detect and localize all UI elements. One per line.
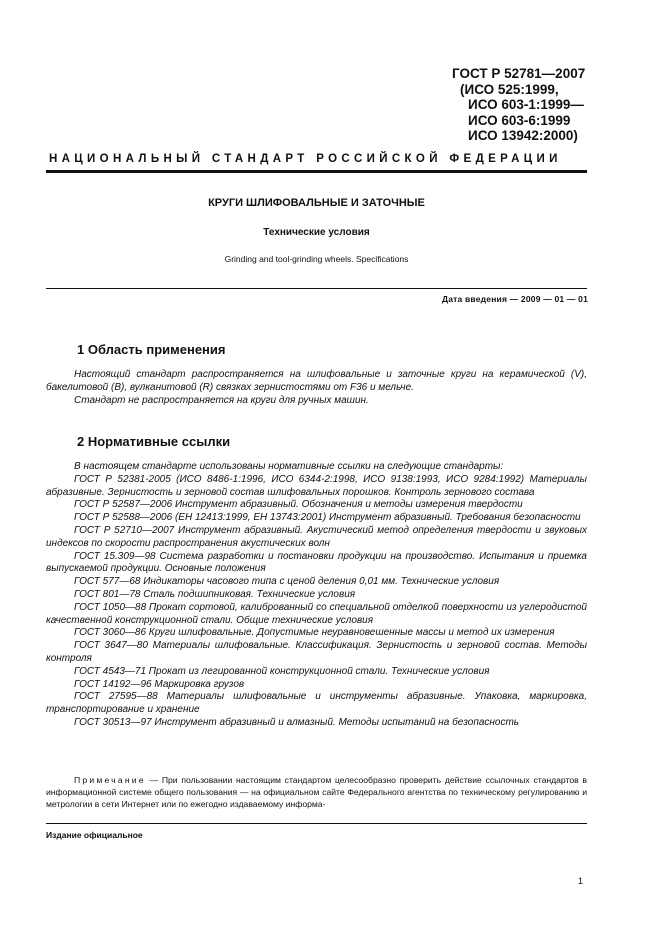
- national-standard-banner: НАЦИОНАЛЬНЫЙ СТАНДАРТ РОССИЙСКОЙ ФЕДЕРАЦИИ: [49, 153, 562, 165]
- gost-designation: [452, 66, 585, 144]
- paragraph: Стандарт не распространяется на круги для ручных машин.: [74, 394, 369, 406]
- reference-item: ГОСТ Р 52710—2007 Инструмент абразивный. Акустический метод определения твердости и звуковых индексов по скорости распространения акустических волн: [46, 524, 587, 549]
- footer-rule: [46, 823, 587, 824]
- official-edition-label: Издание официальное: [46, 830, 143, 840]
- reference-item: ГОСТ 3647—80 Материалы шлифовальные. Классификация. Зернистость и зерновой состав. Методы контроля: [46, 640, 587, 664]
- gost-line: ИСО 13942:2000): [468, 128, 578, 143]
- document-title: КРУГИ ШЛИФОВАЛЬНЫЕ И ЗАТОЧНЫЕ: [208, 197, 425, 209]
- section-2-heading: 2 Нормативные ссылки: [77, 434, 231, 449]
- reference-item: ГОСТ 577—68 Индикаторы часового типа с ценой деления 0,01 мм. Технические условия: [74, 576, 500, 588]
- note-label: Примечание: [74, 775, 146, 785]
- gost-line: ИСО 603-1:1999—: [468, 97, 584, 112]
- reference-item: ГОСТ 14192—96 Маркировка грузов: [74, 678, 245, 690]
- page-number: 1: [578, 876, 584, 886]
- section-2-body: [46, 461, 587, 730]
- reference-item: ГОСТ Р 52381-2005 (ИСО 8486-1:1996, ИСО 6344-2:1998, ИСО 9138:1993, ИСО 9284:1992) Материалы абразивные. Зернистость и зерновой состав шлифовальных порошков. Контроль зернового состава: [46, 473, 587, 498]
- reference-item: ГОСТ 1050—88 Прокат сортовой, калиброванный со специальной отделкой поверхности из углеродистой качественной конструкционной стали. Общие технические условия: [46, 601, 587, 626]
- note: [46, 774, 587, 810]
- document-subtitle: Технические условия: [263, 227, 370, 238]
- reference-item: ГОСТ 801—78 Сталь подшипниковая. Технические условия: [74, 588, 356, 600]
- reference-item: ГОСТ 27595—88 Материалы шлифовальные и инструменты абразивные. Упаковка, маркировка, транспортирование и хранение: [46, 691, 587, 716]
- section-1-body: [46, 369, 587, 407]
- introduction-date: Дата введения — 2009 — 01 — 01: [441, 294, 588, 304]
- note-text: — При пользовании настоящим стандартом целесообразно проверить действие ссылочных стандартов в информационной системе общего пользования — на официальном сайте Федерального агентства по техническому регулированию и метрологии в сети Интернет или по ежегодно издаваемому информа-: [46, 775, 587, 809]
- title-rule: [46, 288, 587, 289]
- paragraph: Настоящий стандарт распространяется на шлифовальные и заточные круги на керамической (V), бакелитовой (B), вулканитовой (R) связках зернистостями от F36 и мельче.: [46, 369, 587, 393]
- reference-item: ГОСТ 15.309—98 Система разработки и постановки продукции на производство. Испытания и приемка выпускаемой продукции. Основные положения: [46, 550, 587, 575]
- reference-item: ГОСТ 3060—86 Круги шлифовальные. Допустимые неуравновешенные массы и метод их измерения: [74, 627, 555, 639]
- gost-line: ГОСТ Р 52781—2007: [452, 66, 586, 81]
- english-title: Grinding and tool-grinding wheels. Specifications: [224, 254, 409, 264]
- reference-item: ГОСТ 4543—71 Прокат из легированной конструкционной стали. Технические условия: [74, 665, 490, 677]
- section-1-heading: 1 Область применения: [77, 342, 226, 357]
- gost-line: (ИСО 525:1999,: [460, 81, 559, 97]
- gost-line: ИСО 603-6:1999: [468, 112, 571, 128]
- reference-item: ГОСТ Р 52588—2006 (ЕН 12413:1999, ЕН 13743:2001) Инструмент абразивный. Требования безопасности: [74, 512, 581, 524]
- note-paragraph: [46, 774, 587, 810]
- reference-item: ГОСТ 30513—97 Инструмент абразивный и алмазный. Методы испытаний на безопасность: [74, 716, 520, 728]
- reference-item: ГОСТ Р 52587—2006 Инструмент абразивный. Обозначения и методы измерения твердости: [74, 499, 523, 511]
- paragraph: В настоящем стандарте использованы нормативные ссылки на следующие стандарты:: [74, 461, 504, 472]
- header-rule: [46, 170, 587, 173]
